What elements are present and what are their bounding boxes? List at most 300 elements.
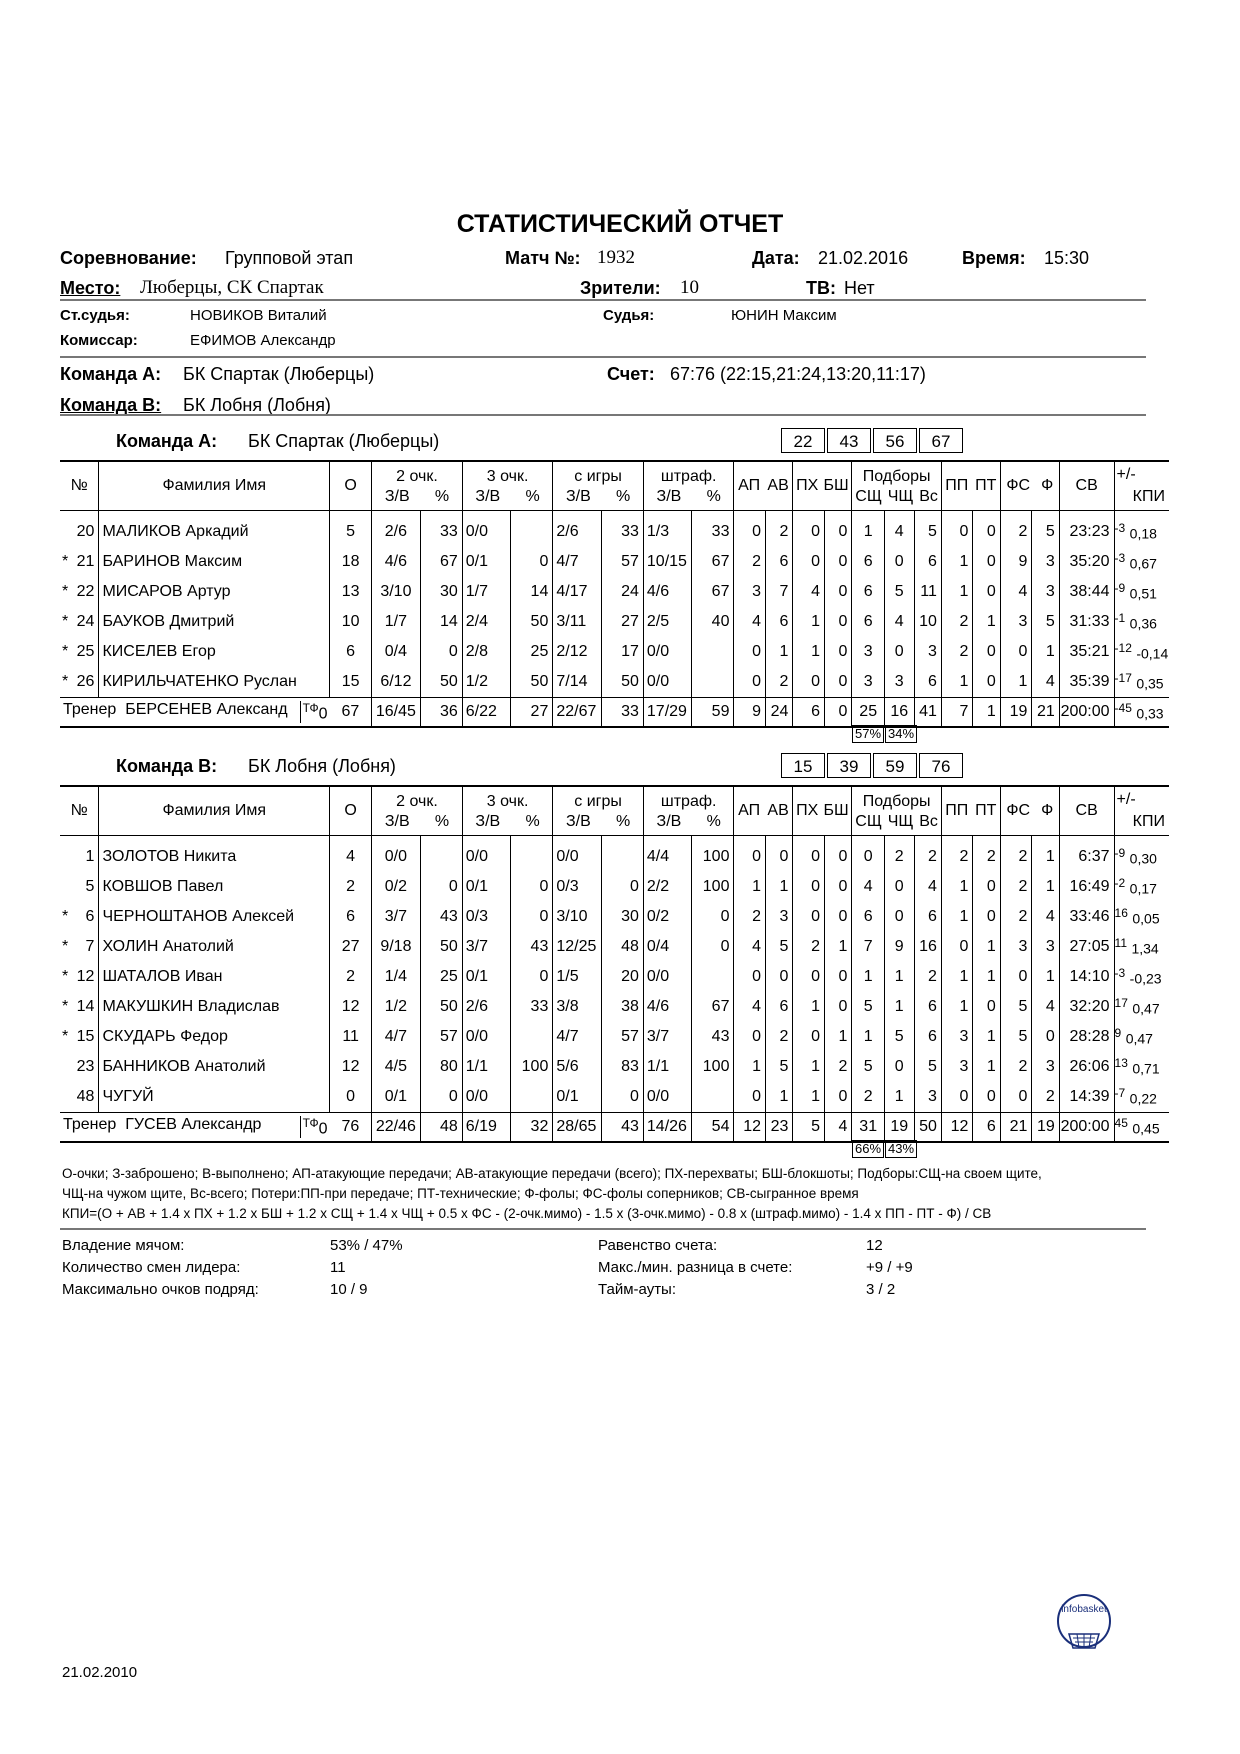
stat-px: 1	[793, 1052, 825, 1082]
margin-value: +9 / +9	[866, 1259, 913, 1276]
stat-sv: 26:06	[1059, 1052, 1114, 1082]
stat-chshch: 0	[885, 547, 914, 577]
stat-kpi: 0,71	[1132, 1060, 1160, 1077]
stat-vs: 2	[914, 962, 941, 992]
stat-two: 2/6	[372, 511, 420, 548]
stat-fg_p: 38	[601, 992, 643, 1022]
stat-pt: 6	[973, 1113, 1000, 1143]
stat-vs: 41	[914, 698, 941, 728]
stat-pp: 1	[941, 992, 973, 1022]
stat-bsh: 0	[825, 577, 852, 607]
player-name: КОВШОВ Павел	[99, 872, 330, 902]
player-name: ЧЕРНОШТАНОВ Алексей	[99, 902, 330, 932]
stat-ft_p: 59	[692, 698, 734, 728]
stat-three_p: 33	[511, 992, 553, 1022]
stat-pm: -45	[1114, 700, 1132, 715]
stat-ap: 0	[734, 962, 766, 992]
player-number: * 25	[60, 637, 99, 667]
col-pts: О	[330, 461, 372, 511]
tv-value: Нет	[844, 278, 875, 298]
col-fouls: ФС Ф	[1000, 461, 1059, 511]
stat-pts: 27	[330, 932, 372, 962]
stat-fg: 4/17	[553, 577, 601, 607]
time-label: Время:	[962, 248, 1026, 268]
stat-bsh: 4	[825, 1113, 852, 1143]
col-fg: с игры З/В %	[553, 786, 644, 836]
player-name: ШАТАЛОВ Иван	[99, 962, 330, 992]
stat-ft_p	[692, 637, 734, 667]
stat-pm: 16	[1114, 905, 1128, 920]
stat-three: 1/1	[462, 1052, 510, 1082]
stat-three: 6/22	[462, 698, 510, 728]
stat-kpi: 0,30	[1129, 850, 1157, 867]
stat-ft: 4/4	[643, 836, 691, 873]
stat-three_p: 32	[511, 1113, 553, 1143]
stat-fg: 0/1	[553, 1082, 601, 1113]
stat-pm: 17	[1114, 995, 1128, 1010]
stat-bsh: 0	[825, 511, 852, 548]
stat-pm: -1	[1114, 610, 1126, 625]
stat-f: 4	[1032, 667, 1059, 698]
reb-pct-opp: 43%	[885, 1140, 917, 1158]
stat-av: 1	[766, 872, 793, 902]
stat-ft: 1/3	[643, 511, 691, 548]
stat-sshch: 1	[852, 1022, 885, 1052]
stat-sv: 33:46	[1059, 902, 1114, 932]
stat-pt: 2	[973, 836, 1000, 873]
lead-changes-value: 11	[330, 1259, 346, 1276]
stat-pts: 6	[330, 637, 372, 667]
stat-pm: 45	[1114, 1115, 1128, 1130]
stat-two: 22/46	[372, 1113, 420, 1143]
chief-ref-label: Ст.судья:	[60, 307, 130, 324]
stat-sshch: 6	[852, 547, 885, 577]
stat-three: 0/1	[462, 872, 510, 902]
stat-two: 0/0	[372, 836, 420, 873]
stat-two_p: 36	[420, 698, 462, 728]
team-b-section-label: Команда В:	[116, 756, 218, 776]
stat-two: 4/6	[372, 547, 420, 577]
stat-kpi: 0,17	[1129, 880, 1157, 897]
stat-pm: -3	[1114, 550, 1126, 565]
stat-kpi: 0,35	[1136, 675, 1164, 692]
stat-sv: 23:23	[1059, 511, 1114, 548]
stat-three_p	[511, 1082, 553, 1113]
player-number: 48	[60, 1082, 99, 1113]
stat-f: 3	[1032, 577, 1059, 607]
team-b-section-name: БК Лобня (Лобня)	[248, 756, 396, 776]
stat-pts: 12	[330, 992, 372, 1022]
stat-px: 0	[793, 667, 825, 698]
player-row	[60, 1022, 1169, 1052]
stat-pp: 1	[941, 872, 973, 902]
stat-av: 1	[766, 637, 793, 667]
stat-ap: 4	[734, 607, 766, 637]
team-total-row	[60, 698, 1169, 728]
stat-pm: -9	[1114, 845, 1126, 860]
stat-fg_p: 20	[601, 962, 643, 992]
stat-two_p: 50	[420, 667, 462, 698]
stat-ap: 0	[734, 1082, 766, 1113]
stat-chshch: 1	[885, 1082, 914, 1113]
logo-text: infobasket	[1061, 1604, 1107, 1615]
stat-pts: 15	[330, 667, 372, 698]
infobasket-logo	[1055, 1590, 1113, 1652]
col-time: СВ	[1059, 786, 1114, 836]
stat-fg_p: 27	[601, 607, 643, 637]
stat-sshch: 0	[852, 836, 885, 873]
stat-pts: 10	[330, 607, 372, 637]
stat-fs: 2	[1000, 511, 1032, 548]
stat-pm-kpi	[1114, 1113, 1169, 1143]
stat-ft: 2/5	[643, 607, 691, 637]
stat-bsh: 0	[825, 836, 852, 873]
player-number: 20	[60, 511, 99, 548]
stat-fg: 28/65	[553, 1113, 601, 1143]
coach-cell: Тренер БЕРСЕНЕВ Александ $^{ТФ}$0	[60, 698, 330, 728]
max-run-label: Максимально очков подряд:	[62, 1281, 259, 1298]
stat-pp: 1	[941, 962, 973, 992]
team-a-value: БК Спартак (Люберцы)	[183, 364, 375, 384]
stat-fs: 2	[1000, 1052, 1032, 1082]
stat-pt: 1	[973, 932, 1000, 962]
player-name: КИСЕЛЕВ Егор	[99, 637, 330, 667]
stat-three_p: 0	[511, 872, 553, 902]
stat-pm-kpi	[1114, 667, 1169, 698]
stat-fg_p: 33	[601, 511, 643, 548]
stat-f: 2	[1032, 1082, 1059, 1113]
stat-ap: 2	[734, 547, 766, 577]
stat-two_p	[420, 836, 462, 873]
stat-ap: 1	[734, 1052, 766, 1082]
col-three: 3 очк. З/В %	[462, 786, 553, 836]
stat-two: 6/12	[372, 667, 420, 698]
report-title: СТАТИСТИЧЕСКИЙ ОТЧЕТ	[456, 210, 784, 238]
stat-av: 6	[766, 607, 793, 637]
stat-three_p: 50	[511, 607, 553, 637]
stat-three: 3/7	[462, 932, 510, 962]
legend-line: О-очки; З-заброшено; В-выполнено; АП-атакующие передачи; АВ-атакующие передачи (всего); ПХ-перехваты; БШ-блокшоты; Подборы:СЩ-на своем щите,	[62, 1166, 1042, 1181]
stat-f: 3	[1032, 932, 1059, 962]
stat-pts: 0	[330, 1082, 372, 1113]
stat-ft_p: 67	[692, 992, 734, 1022]
stat-pp: 1	[941, 667, 973, 698]
stat-three_p: 14	[511, 577, 553, 607]
col-name: Фамилия Имя	[99, 786, 330, 836]
stat-pm-kpi	[1114, 932, 1169, 962]
player-number: * 14	[60, 992, 99, 1022]
stat-fg: 7/14	[553, 667, 601, 698]
stat-three: 2/8	[462, 637, 510, 667]
stat-fs: 0	[1000, 637, 1032, 667]
stat-chshch: 4	[885, 607, 914, 637]
stat-two: 1/4	[372, 962, 420, 992]
stat-f: 4	[1032, 992, 1059, 1022]
date-label: Дата:	[752, 248, 800, 268]
player-row	[60, 872, 1169, 902]
stat-px: 1	[793, 992, 825, 1022]
col-name: Фамилия Имя	[99, 461, 330, 511]
stat-ap: 9	[734, 698, 766, 728]
stat-pm: -3	[1114, 965, 1126, 980]
stat-px: 1	[793, 1082, 825, 1113]
stat-fg: 3/8	[553, 992, 601, 1022]
stat-px: 0	[793, 1022, 825, 1052]
stat-fg: 12/25	[553, 932, 601, 962]
stat-ft_p: 100	[692, 872, 734, 902]
player-name: ЗОЛОТОВ Никита	[99, 836, 330, 873]
team-b-label: Команда В:	[60, 395, 162, 415]
player-name: СКУДАРЬ Федор	[99, 1022, 330, 1052]
stat-pp: 2	[941, 607, 973, 637]
ref-label: Судья:	[603, 307, 655, 324]
stat-sv: 200:00	[1059, 698, 1114, 728]
score-label: Счет:	[607, 364, 655, 384]
stat-ft: 0/2	[643, 902, 691, 932]
stat-ft_p: 43	[692, 1022, 734, 1052]
stat-three: 0/3	[462, 902, 510, 932]
quarter-score: 59	[873, 753, 917, 778]
stat-pm-kpi	[1114, 547, 1169, 577]
stat-pp: 1	[941, 902, 973, 932]
stat-pp: 0	[941, 1082, 973, 1113]
stat-pt: 0	[973, 637, 1000, 667]
score-value: 67:76 (22:15,21:24,13:20,11:17)	[670, 364, 926, 384]
legend-line: ЧЩ-на чужом щите, Вс-всего; Потери:ПП-при передаче; ПТ-технические; Ф-фолы; ФС-фолы соперников; СВ-сыгранное время	[62, 1186, 859, 1201]
stat-vs: 10	[914, 607, 941, 637]
divider	[60, 1228, 1146, 1230]
stat-vs: 3	[914, 1082, 941, 1113]
stat-chshch: 2	[885, 836, 914, 873]
player-row	[60, 836, 1169, 873]
stat-fg_p: 57	[601, 547, 643, 577]
competition-label: Соревнование:	[60, 248, 197, 268]
divider	[60, 299, 1146, 301]
team-total-row	[60, 1113, 1169, 1143]
col-steals-blocks: ПХ БШ	[793, 461, 852, 511]
quarter-score: 67	[919, 428, 963, 453]
stat-pp: 7	[941, 698, 973, 728]
stat-two: 1/7	[372, 607, 420, 637]
stat-kpi: -0,23	[1129, 970, 1162, 987]
stat-vs: 4	[914, 872, 941, 902]
stat-px: 0	[793, 511, 825, 548]
player-name: МИСАРОВ Артур	[99, 577, 330, 607]
player-name: БАННИКОВ Анатолий	[99, 1052, 330, 1082]
col-ft: штраф. З/В %	[643, 461, 734, 511]
coach-name: ГУСЕВ Александр	[125, 1115, 262, 1133]
stat-two_p: 25	[420, 962, 462, 992]
stat-pm-kpi	[1114, 511, 1169, 548]
stat-three: 0/0	[462, 836, 510, 873]
stat-pm: -7	[1114, 1085, 1126, 1100]
stat-two: 4/5	[372, 1052, 420, 1082]
reb-pct-own: 66%	[852, 1140, 884, 1158]
stat-pt: 0	[973, 577, 1000, 607]
stat-fs: 0	[1000, 1082, 1032, 1113]
stat-fg_p: 0	[601, 872, 643, 902]
time-value: 15:30	[1044, 248, 1090, 268]
player-name: БАРИНОВ Максим	[99, 547, 330, 577]
stat-three_p	[511, 1022, 553, 1052]
stat-sv: 38:44	[1059, 577, 1114, 607]
stat-two_p: 30	[420, 577, 462, 607]
stat-fg_p: 0	[601, 1082, 643, 1113]
quarter-score: 39	[827, 753, 871, 778]
stat-ft_p	[692, 1082, 734, 1113]
stat-three: 1/7	[462, 577, 510, 607]
col-fg: с игры З/В %	[553, 461, 644, 511]
stat-ft: 4/6	[643, 992, 691, 1022]
stat-kpi: 0,67	[1129, 555, 1157, 572]
stat-vs: 6	[914, 547, 941, 577]
stat-sshch: 7	[852, 932, 885, 962]
stat-vs: 11	[914, 577, 941, 607]
stat-chshch: 0	[885, 1052, 914, 1082]
stat-sshch: 3	[852, 637, 885, 667]
stat-sshch: 6	[852, 902, 885, 932]
stat-px: 0	[793, 836, 825, 873]
stat-sv: 32:20	[1059, 992, 1114, 1022]
stat-ft_p: 100	[692, 1052, 734, 1082]
stat-ft_p: 40	[692, 607, 734, 637]
col-rebounds: Подборы СЩ ЧЩ Вс	[852, 461, 942, 511]
stat-three_p: 0	[511, 902, 553, 932]
stat-ft_p	[692, 962, 734, 992]
stat-ap: 0	[734, 637, 766, 667]
stat-px: 0	[793, 902, 825, 932]
stat-kpi: 0,45	[1132, 1120, 1160, 1137]
player-name: МАКУШКИН Владислав	[99, 992, 330, 1022]
stat-chshch: 0	[885, 872, 914, 902]
stat-av: 5	[766, 1052, 793, 1082]
stat-three_p: 25	[511, 637, 553, 667]
stat-sv: 31:33	[1059, 607, 1114, 637]
stat-fs: 19	[1000, 698, 1032, 728]
possession-label: Владение мячом:	[62, 1237, 185, 1254]
spectators-value: 10	[680, 277, 699, 298]
stat-vs: 5	[914, 1052, 941, 1082]
player-number: * 21	[60, 547, 99, 577]
stat-bsh: 2	[825, 1052, 852, 1082]
stat-pt: 0	[973, 902, 1000, 932]
player-row	[60, 962, 1169, 992]
player-number: 1	[60, 836, 99, 873]
coach-name: БЕРСЕНЕВ Александ	[125, 700, 288, 718]
stat-pts: 6	[330, 902, 372, 932]
stat-av: 2	[766, 1022, 793, 1052]
stat-two_p: 0	[420, 637, 462, 667]
stat-pp: 0	[941, 932, 973, 962]
player-row	[60, 932, 1169, 962]
reb-pct-own: 57%	[852, 725, 884, 743]
stat-fs: 3	[1000, 607, 1032, 637]
stat-px: 6	[793, 698, 825, 728]
stat-chshch: 5	[885, 1022, 914, 1052]
stat-ap: 1	[734, 872, 766, 902]
stat-chshch: 5	[885, 577, 914, 607]
stat-ft_p: 67	[692, 547, 734, 577]
stat-ft: 0/4	[643, 932, 691, 962]
player-row	[60, 902, 1169, 932]
stat-pm-kpi	[1114, 698, 1169, 728]
stat-three_p: 27	[511, 698, 553, 728]
stat-three_p	[511, 511, 553, 548]
stat-three_p: 43	[511, 932, 553, 962]
stat-sshch: 1	[852, 962, 885, 992]
stat-ft: 0/0	[643, 637, 691, 667]
stat-pp: 0	[941, 511, 973, 548]
stat-vs: 6	[914, 667, 941, 698]
stat-fg: 4/7	[553, 547, 601, 577]
stat-bsh: 1	[825, 932, 852, 962]
stat-f: 5	[1032, 607, 1059, 637]
stat-three: 0/0	[462, 511, 510, 548]
stat-ap: 0	[734, 836, 766, 873]
stat-f: 5	[1032, 511, 1059, 548]
player-name: ЧУГУЙ	[99, 1082, 330, 1113]
stat-pp: 3	[941, 1022, 973, 1052]
col-num: №	[60, 786, 99, 836]
stat-pts: 2	[330, 872, 372, 902]
col-two: 2 очк. З/В %	[372, 786, 463, 836]
player-number: * 22	[60, 577, 99, 607]
player-name: ХОЛИН Анатолий	[99, 932, 330, 962]
stat-pm: -17	[1114, 670, 1132, 685]
commissioner-value: ЕФИМОВ Александр	[190, 332, 336, 349]
stat-pts: 4	[330, 836, 372, 873]
stat-two: 3/10	[372, 577, 420, 607]
stat-px: 2	[793, 932, 825, 962]
stat-fg_p: 33	[601, 698, 643, 728]
team-a-stats-table	[60, 460, 1169, 728]
stat-pt: 1	[973, 1052, 1000, 1082]
stat-sshch: 4	[852, 872, 885, 902]
stat-f: 21	[1032, 698, 1059, 728]
stat-fg_p: 24	[601, 577, 643, 607]
stat-f: 1	[1032, 872, 1059, 902]
stat-chshch: 4	[885, 511, 914, 548]
stat-ap: 0	[734, 667, 766, 698]
stat-f: 1	[1032, 962, 1059, 992]
col-ft: штраф. З/В %	[643, 786, 734, 836]
player-number: * 6	[60, 902, 99, 932]
stat-chshch: 0	[885, 637, 914, 667]
stat-ap: 0	[734, 511, 766, 548]
stat-kpi: 0,05	[1132, 910, 1160, 927]
stat-three: 0/0	[462, 1082, 510, 1113]
stat-av: 0	[766, 836, 793, 873]
stat-px: 0	[793, 962, 825, 992]
stat-pm: -2	[1114, 875, 1126, 890]
stat-two_p: 50	[420, 932, 462, 962]
stat-pts: 67	[330, 698, 372, 728]
stat-three: 2/4	[462, 607, 510, 637]
stat-pp: 3	[941, 1052, 973, 1082]
stat-vs: 16	[914, 932, 941, 962]
stat-two_p: 50	[420, 992, 462, 1022]
lead-changes-label: Количество смен лидера:	[62, 1259, 241, 1276]
stat-two_p: 0	[420, 872, 462, 902]
timeouts-value: 3 / 2	[866, 1281, 896, 1298]
stat-fg: 3/10	[553, 902, 601, 932]
stat-pp: 2	[941, 836, 973, 873]
stat-two: 0/1	[372, 1082, 420, 1113]
stat-px: 1	[793, 607, 825, 637]
stat-ap: 4	[734, 932, 766, 962]
stat-pts: 12	[330, 1052, 372, 1082]
stat-three: 6/19	[462, 1113, 510, 1143]
